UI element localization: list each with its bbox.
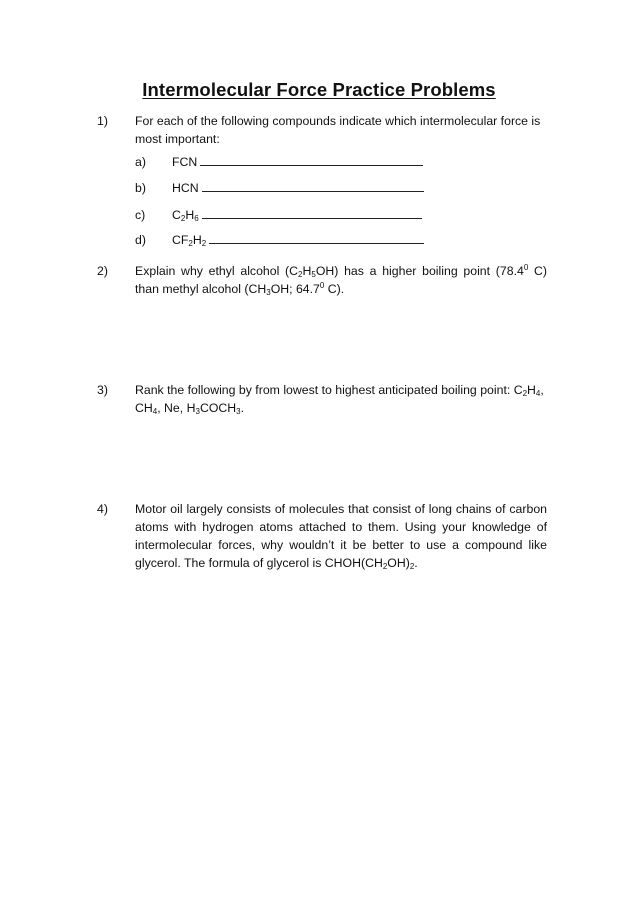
option-c [135, 206, 422, 224]
page-title: Intermolecular Force Practice Problems [142, 79, 496, 100]
question-2 [97, 262, 547, 298]
question-text: Motor oil largely consists of molecules that consist of long chains of carbon atoms with hydrogen atoms attached to them. Using your knowledge of intermolecular forces, why wouldn’t it be better to use a compound like glycerol. The formula of glycerol is $CHOH(CH_2OH)_2$. [135, 502, 547, 571]
question-number: 3) [97, 383, 108, 397]
question-text: Explain why ethyl alcohol $(C_2H_5OH)$ has a higher boiling point (78.4$^0$ C) than methyl alcohol ($CH_3OH$; 64.7$^0$ C). [135, 263, 547, 297]
compound-formula: $CF_2H_2$ [172, 233, 207, 248]
question-text: For each of the following compounds indicate which intermolecular force is most important: [135, 114, 541, 146]
option-d [135, 231, 424, 249]
compound-formula: $C_2H_6$ [172, 208, 199, 223]
question-1 [97, 112, 547, 148]
question-4 [97, 500, 547, 572]
answer-blank[interactable] [202, 179, 424, 192]
answer-blank[interactable] [209, 231, 424, 244]
option-letter: b) [135, 181, 146, 195]
option-b [135, 179, 424, 197]
option-a [135, 153, 423, 171]
option-letter: d) [135, 233, 146, 247]
option-letter: a) [135, 155, 146, 169]
compound-formula: HCN [172, 181, 199, 195]
compound-formula: FCN [172, 155, 198, 169]
question-text: Rank the following by from lowest to highest anticipated boiling point: $C_2H_4$, $CH_4$, Ne, $H_3COCH_3$. [135, 383, 544, 416]
question-number: 4) [97, 502, 108, 516]
question-number: 1) [97, 114, 108, 128]
question-number: 2) [97, 264, 108, 278]
option-letter: c) [135, 208, 146, 222]
question-3 [97, 381, 547, 417]
answer-blank[interactable] [200, 153, 423, 166]
answer-blank[interactable] [202, 206, 422, 219]
